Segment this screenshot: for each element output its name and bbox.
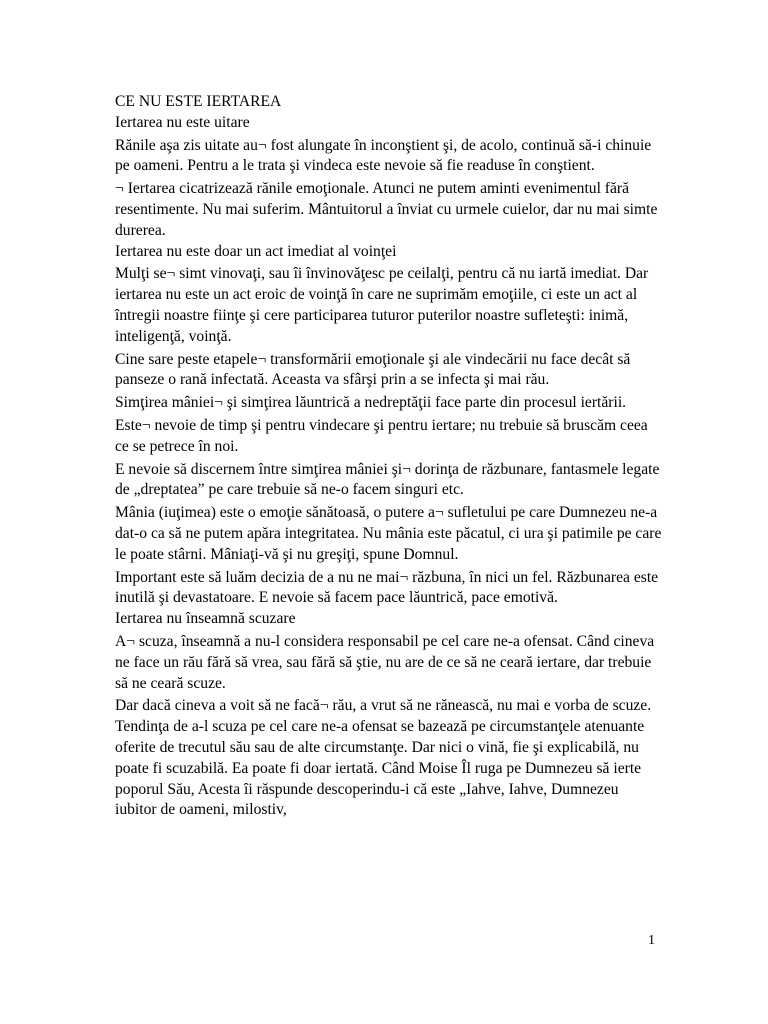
paragraph: Mânia (iuţimea) este o emoţie sănătoasă, o putere a¬ sufletului pe care Dumnezeu ne-a dat-o ca să ne putem apăra integritatea. Nu mânia este păcatul, ci ura şi patimile pe care le poate stârni. Mâniaţi-vă şi nu greşiţi, spune Domnul.	[115, 504, 662, 563]
paragraph: Cine sare peste etapele¬ transformării emoţionale şi ale vindecării nu face decât să panseze o rană infectată. Aceasta va sfârşi prin a se infecta şi mai rău.	[115, 350, 631, 389]
paragraph: Este¬ nevoie de timp şi pentru vindecare şi pentru iertare; nu trebuie să bruscăm ceea ce se petrece în noi.	[115, 416, 648, 455]
paragraph: Mulţi se¬ simt vinovaţi, sau îi învinovăţesc pe ceilalţi, pentru că nu iartă imediat. Dar iertarea nu este un act eroic de voinţă în care ne suprimăm emoţiile, ci este un act al întregii noastre fiinţe şi cere participarea tuturor puterilor noastre sufleteşti: inimă, inteligenţă, voinţă.	[115, 265, 649, 345]
subheading: Iertarea nu înseamnă scuzare	[115, 610, 296, 628]
paragraph: Important este să luăm decizia de a nu ne mai¬ răzbuna, în nici un fel. Răzbunarea este inutilă şi devastatoare. E nevoie să facem pace lăuntrică, pace emotivă.	[115, 568, 659, 607]
document-body	[115, 92, 663, 821]
subheading: Iertarea nu este uitare	[115, 113, 250, 131]
paragraph: Dar dacă cineva a voit să ne facă¬ rău, a vrut să ne rănească, nu mai e vorba de scuze. Tendinţa de a-l scuza pe cel care ne-a ofensat se bazează pe circumstanţele atenuante oferite de trecutul său sau de alte circumstanţe. Dar nici o vină, fie şi explicabilă, nu poate fi scuzabilă. Ea poate fi doar iertată. Când Moise Îl ruga pe Dumnezeu să ierte poporul Său, Acesta îi răspunde descoperindu-i că este „Iahve, Iahve, Dumnezeu iubitor de oameni, milostiv,	[115, 697, 652, 819]
paragraph: E nevoie să discernem între simţirea mâniei şi¬ dorinţa de răzbunare, fantasmele legate de „dreptatea” pe care trebuie să ne-o facem singuri etc.	[115, 460, 660, 499]
subheading: Iertarea nu este doar un act imediat al voinţei	[115, 242, 397, 260]
paragraph: Simţirea mâniei¬ şi simţirea lăuntrică a nedreptăţii face parte din procesul iertării.	[115, 394, 627, 412]
paragraph: Rănile aşa zis uitate au¬ fost alungate în inconştient şi, de acolo, continuă să-i chinuie pe oameni. Pentru a le trata şi vindeca este nevoie să fie readuse în conştient.	[115, 136, 652, 175]
page-number: 1	[648, 933, 655, 948]
heading-main: CE NU ESTE IERTAREA	[115, 93, 282, 110]
paragraph: ¬ Iertarea cicatrizează rănile emoţionale. Atunci ne putem aminti evenimentul fără resentimente. Nu mai suferim. Mântuitorul a înviat cu urmele cuielor, dar nu mai simte durerea.	[115, 180, 658, 239]
paragraph: A¬ scuza, înseamnă a nu-l considera responsabil pe cel care ne-a ofensat. Când cineva ne face un rău fără să vrea, sau fără să ştie, nu are de ce să ne ceară iertare, dar trebuie să ne ceară scuze.	[115, 632, 655, 692]
